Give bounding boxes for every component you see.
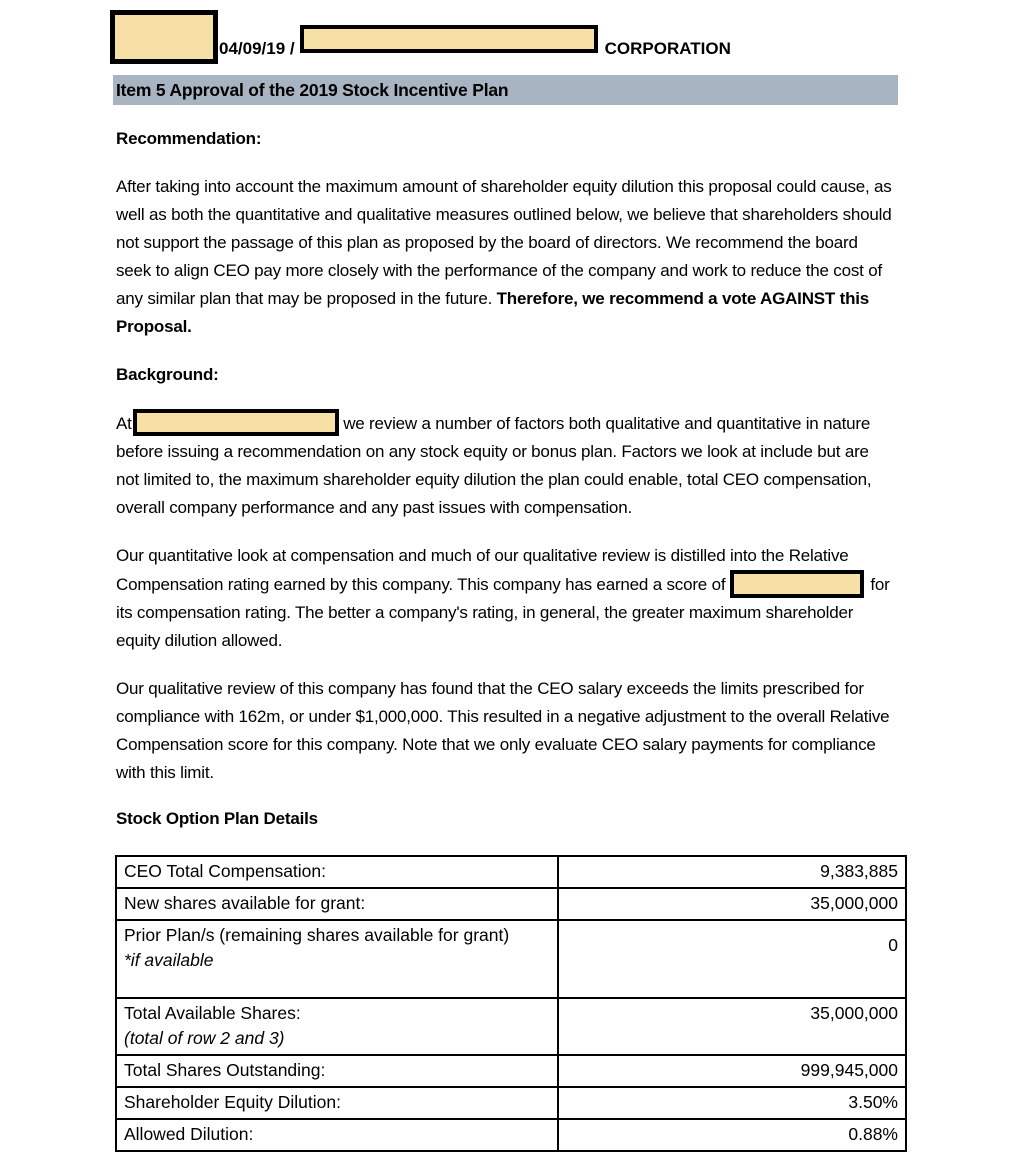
document-header: [110, 10, 1014, 64]
firm-name-redaction-box: [133, 409, 339, 436]
background-p1-suffix: we review a number of factors both qualitative and quantitative in nature before issuing a recommendation on any stock equity or bonus plan. Factors we look at include but are not limited to, the maximum shareholder equity dilution the plan could enable, total CEO compensation, overall company performance and any past issues with compensation.: [116, 414, 872, 517]
table-row: [116, 1119, 906, 1151]
table-row: [116, 998, 906, 1055]
background-paragraph-2: [116, 542, 892, 655]
table-row: [116, 888, 906, 920]
table-row: [116, 1087, 906, 1119]
table-row: [116, 1055, 906, 1087]
recommendation-text: After taking into account the maximum amount of shareholder equity dilution this proposal could cause, as well as both the quantitative and qualitative measures outlined below, we believe that shareholders should not support the passage of this plan as proposed by the board of directors. We recommend the board seek to align CEO pay more closely with the performance of the company and work to reduce the cost of any similar plan that may be proposed in the future.: [116, 177, 892, 308]
row-value: 9,383,885: [558, 856, 906, 888]
compensation-score-redaction-box: [730, 570, 864, 598]
row-value: 0.88%: [558, 1119, 906, 1151]
plan-details-heading: Stock Option Plan Details: [116, 809, 318, 828]
row-label: Total Shares Outstanding:: [116, 1055, 558, 1087]
row-label: [116, 998, 558, 1055]
row-label: Allowed Dilution:: [116, 1119, 558, 1151]
recommendation-paragraph: [116, 173, 892, 341]
row-label: Shareholder Equity Dilution:: [116, 1087, 558, 1119]
table-row: [116, 856, 906, 888]
row-value: 0: [558, 920, 906, 998]
background-paragraph-1: [116, 409, 892, 522]
row-label-text: Total Available Shares:: [124, 1003, 301, 1023]
recommendation-vote-statement: Therefore, we recommend a vote AGAINST this Proposal.: [116, 289, 870, 336]
row-value: 35,000,000: [558, 888, 906, 920]
logo-redaction-box: [110, 10, 218, 64]
item-title-bar: Item 5 Approval of the 2019 Stock Incentive Plan: [113, 75, 898, 105]
plan-details-table-body: [116, 856, 906, 1151]
background-p1-prefix: At: [116, 414, 132, 433]
row-label-note: (total of row 2 and 3): [124, 1028, 285, 1048]
company-suffix: CORPORATION: [604, 39, 731, 58]
row-label-text: Prior Plan/s (remaining shares available for grant): [124, 925, 510, 945]
background-p2-prefix: Our quantitative look at compensation and much of our qualitative review is distilled into the Relative Compensation rating earned by this company. This company has earned a score of: [116, 546, 849, 594]
document-body: [116, 125, 892, 833]
row-label: New shares available for grant:: [116, 888, 558, 920]
report-date: 04/09/19 /: [219, 39, 295, 58]
recommendation-heading: Recommendation:: [116, 129, 262, 148]
background-p2-suffix: for its compensation rating. The better a company's rating, in general, the greater maximum shareholder equity dilution allowed.: [116, 575, 890, 650]
row-value: 35,000,000: [558, 998, 906, 1055]
company-name-redaction-box: [300, 25, 598, 53]
table-row: [116, 920, 906, 998]
row-label: [116, 920, 558, 998]
background-paragraph-3: Our qualitative review of this company has found that the CEO salary exceeds the limits prescribed for compliance with 162m, or under $1,000,000. This resulted in a negative adjustment to the overall Relative Compensation score for this company. Note that we only evaluate CEO salary payments for compliance with this limit.: [116, 679, 890, 782]
row-label-note: *if available: [124, 950, 214, 970]
background-heading: Background:: [116, 365, 219, 384]
row-value: 3.50%: [558, 1087, 906, 1119]
row-label: CEO Total Compensation:: [116, 856, 558, 888]
row-value: 999,945,000: [558, 1055, 906, 1087]
plan-details-table: [115, 855, 907, 1152]
